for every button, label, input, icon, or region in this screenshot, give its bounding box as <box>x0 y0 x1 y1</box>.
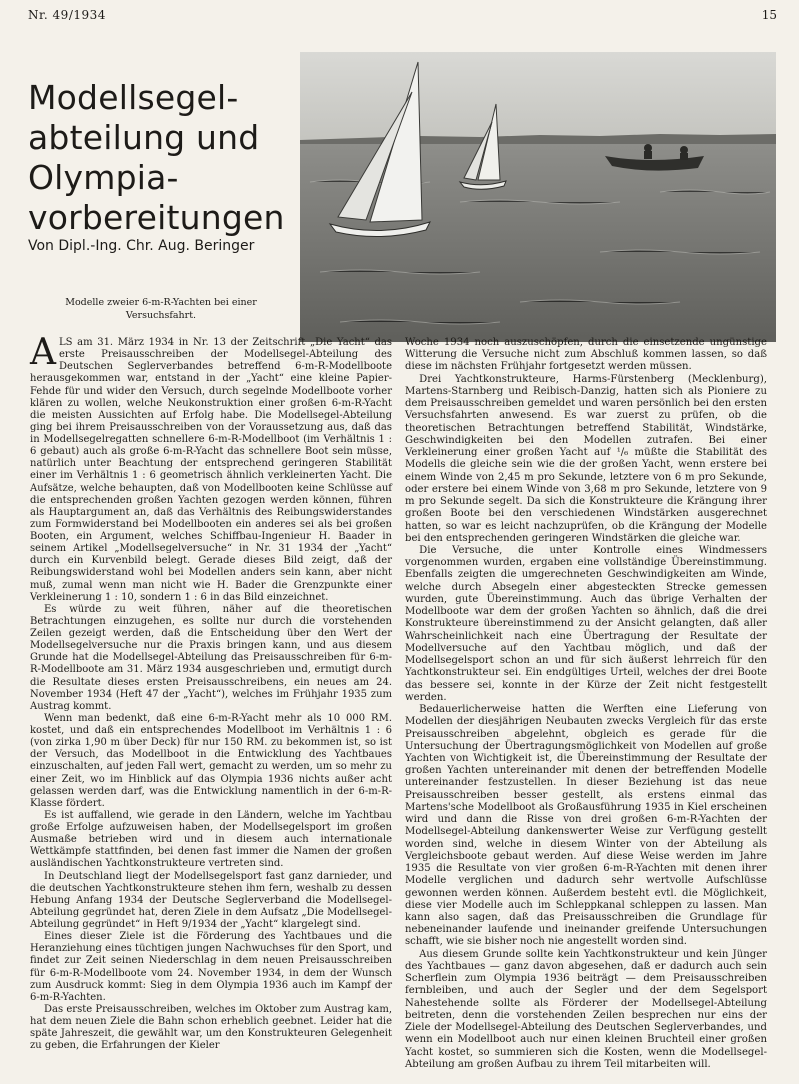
paragraph: In Deutschland liegt der Modellsegelsport fast ganz darnieder, und die deutschen Yachtkonstrukteure stehen ihm fern, weshalb zu dessen Hebung Anfang 1934 der Deutsche Seglerverband die Modellsegel-Abteilung gegründet hat, deren Ziele in dem Aufsatz „Die Modellsegel-Abteilung gegründet“ in Heft 9/1934 der „Yacht“ klargelegt sind. <box>30 870 392 930</box>
sailing-yachts-photo <box>300 52 776 342</box>
photo-caption <box>30 296 292 322</box>
paragraph: Das erste Preisausschreiben, welches im Oktober zum Austrag kam, hat dem neuen Ziele die Bahn schon erheblich geebnet. Leider hat die späte Jahreszeit, die gewählt war, um den Konstrukteuren Gelegenheit zu geben, die Erfahrungen der Kieler <box>30 1003 392 1052</box>
paragraph <box>30 332 392 604</box>
paragraph: Woche 1934 noch auszuschöpfen, durch die einsetzende ungünstige Witterung die Versuche nicht zum Abschluß kommen lassen, so daß diese im nächsten Frühjahr fortgesetzt werden müssen. <box>405 337 767 373</box>
paragraph: Die Versuche, die unter Kontrolle eines Windmessers vorgenommen wurden, ergaben eine vollständige Übereinstimmung. Ebenfalls zeigten die umgerechneten Geschwindigkeiten am Winde, welche durch Absegeln einer abgesteckten Strecke gemessen wurden, gute Übereinstimmung. Auch das übrige Verhalten der Modellboote war dem der großen Yachten so ähnlich, daß die drei Konstrukteure übereinstimmend zu der Ansicht gelangten, daß aller Wahrscheinlichkeit nach eine Übertragung der Resultate der Modellversuche auf den Yachtbau möglich, und daß der Modellsegelsport schon an und für sich äußerst lehrreich für den Yachtkonstrukteur sei. Ein endgültiges Urteil, welches der drei Boote das bessere sei, konnte in der Kürze der Zeit nicht festgestellt werden. <box>405 544 767 703</box>
caption-line: Modelle zweier 6-m-R-Yachten bei einer <box>65 297 257 308</box>
title-line: vorbereitungen <box>28 198 285 237</box>
paragraph-text: LS am 31. März 1934 in Nr. 13 der Zeitschrift „Die Yacht“ das erste Preisausschreiben der Modellsegel-Abteilung des Deutschen Seglerverbandes betreffend 6-m-R-Modellboote herausgekommen war, entstand in der „Yacht“ eine kleine Papier-Fehde für und wider den Versuch, durch segelnde Modellboote vorher klären zu wollen, welche Neukonstruktion einer großen 6-m-R-Yacht die meisten Aussichten auf Erfolg habe. Die Modellsegel-Abteilung ging bei ihrem Preisausschreiben von der Voraussetzung aus, daß das in Modellsegelregatten schnellere 6-m-R-Modellboot (im Verhältnis 1 : 6 gebaut) auch als große 6-m-R-Yacht das schnellere Boot sein müsse, natürlich unter Beachtung der entsprechend geringeren Stabilität einer im Verhältnis 1 : 6 geometrisch ähnlich verkleinerten Yacht. Die Aufsätze, welche behaupten, daß von Modellbooten keine Schlüsse auf die entsprechenden großen Yachten gezogen werden können, führen als Hauptargument an, daß das Verhältnis des Reibungswiderstandes zum Formwiderstand bei Modellbooten ein anderes sei als bei großen Booten, ein Argument, welches Schiffbau-Ingenieur H. Baader in seinem Artikel „Modellsegelversuche“ in Nr. 31 1934 der „Yacht“ durch ein Kurvenbild belegt. Gerade dieses Bild zeigt, daß der Reibungswiderstand wohl bei Modellen anders sein kann, aber nicht muß, zumal wenn man nicht wie H. Bader die Grenzpunkte einer Verkleinerung 1 : 10, sondern 1 : 6 in das Bild einzeichnet. <box>30 337 392 603</box>
paragraph: Es würde zu weit führen, näher auf die theoretischen Betrachtungen einzugehen, es sollte nur durch die vorstehenden Zeilen gezeigt werden, daß die Entscheidung über den Wert der Modellsegelversuche nur die Praxis bringen kann, und aus diesem Grunde hat die Modellsegel-Abteilung das Preisausschreiben für 6-m-R-Modellboote am 31. März 1934 ausgeschrieben und, ermutigt durch die Resultate dieses ersten Preisausschreibens, ein neues am 24. November 1934 (Heft 47 der „Yacht“), welches im Frühjahr 1935 zum Austrag kommt. <box>30 603 392 712</box>
paragraph: Drei Yachtkonstrukteure, Harms-Fürstenberg (Mecklenburg), Martens-Starnberg und Reibisch-Danzig, hatten sich als Pioniere zu dem Preisausschreiben gemeldet und waren persönlich bei den ersten Versuchsfahrten anwesend. Es war zuerst zu prüfen, ob die theoretischen Betrachtungen betreffend Stabilität, Windstärke, Geschwindigkeiten bei den Modellen zutrafen. Bei einer Verkleinerung einer großen Yacht auf ¹/₆ müßte die Stabilität des Modells die gleiche sein wie die der großen Yacht, wenn erstere bei einem Winde von 2,45 m pro Sekunde, letztere von 6 m pro Sekunde, oder erstere bei einem Winde von 3,68 m pro Sekunde, letztere von 9 m pro Sekunde segelt. Da sich die Konstrukteure die Krängung ihrer großen Boote bei den verschiedenen Windstärken ausgerechnet hatten, so war es leicht nachzuprüfen, ob die Krängung der Modelle bei den entsprechenden geringeren Windstärken die gleiche war. <box>405 373 767 544</box>
paragraph: Aus diesem Grunde sollte kein Yachtkonstrukteur und kein Jünger des Yachtbaues — ganz davon abgesehen, daß er dadurch auch sein Scherflein zum Olympia 1936 beiträgt — dem Preisausschreiben fernbleiben, und auch der Segler und der dem Segelsport Nahestehende sollte als Förderer der Modellsegel-Abteilung beitreten, denn die vorstehenden Zeilen besprechen nur eins der Ziele der Modellsegel-Abteilung des Deutschen Seglerverbandes, und wenn ein Modellboot auch nur einen kleinen Bruchteil einer großen Yacht kostet, so summieren sich die Kosten, wenn die Modellsegel-Abteilung am großen Aufbau zu ihrem Teil mitarbeiten will. <box>405 948 767 1070</box>
caption-line: Versuchsfahrt. <box>125 310 197 321</box>
article-author: Von Dipl.-Ing. Chr. Aug. Beringer <box>28 238 255 254</box>
title-line: Olympia- <box>28 158 179 197</box>
paragraph: Wenn man bedenkt, daß eine 6-m-R-Yacht mehr als 10 000 RM. kostet, und daß ein entsprechendes Modellboot im Verhältnis 1 : 6 (von zirka 1,90 m über Deck) für nur 150 RM. zu bekommen ist, so ist der Versuch, das Modellboot in die Entwicklung des Yachtbaues einzuschalten, auf jeden Fall wert, gemacht zu werden, um so mehr zu einer Zeit, wo im Hinblick auf das Olympia 1936 nichts außer acht gelassen werden darf, was die Entwicklung namentlich in der 6-m-R-Klasse fördert. <box>30 712 392 809</box>
title-line: Modellsegel- <box>28 78 239 117</box>
text-column-right <box>405 337 767 1071</box>
paragraph: Es ist auffallend, wie gerade in den Ländern, welche im Yachtbau große Erfolge aufzuweisen haben, der Modellsegelsport im großen Ausmaße betrieben wird und in diesem auch internationale Wettkämpfe stattfinden, bei denen fast immer die Namen der großen ausländischen Yachtkonstrukteure vertreten sind. <box>30 809 392 870</box>
drop-cap: A <box>30 332 56 373</box>
article-title <box>28 78 298 238</box>
issue-number: Nr. 49/1934 <box>28 8 106 22</box>
text-column-left <box>30 332 392 1052</box>
page-number: 15 <box>761 8 777 22</box>
paragraph: Bedauerlicherweise hatten die Werften eine Lieferung von Modellen der diesjährigen Neubauten zwecks Vergleich für das erste Preisausschreiben abgelehnt, obgleich es gerade für die Untersuchung der Übertragungsmöglichkeit von Modellen auf große Yachten von Wichtigkeit ist, die Übereinstimmung der Resultate der großen Yachten untereinander mit denen der betreffenden Modelle untereinander festzustellen. In dieser Beziehung ist das neue Preisausschreiben besser gestellt, als erstens einmal das Martens'sche Modellboot als Großausführung 1935 in Kiel erscheinen wird und dann die Risse von drei großen 6-m-R-Yachten der Modellsegel-Abteilung dankenswerter Weise zur Verfügung gestellt worden sind, welche in diesem Winter von der Abteilung als Vergleichsboote gebaut werden. Auf diese Weise werden im Jahre 1935 die Resultate von vier großen 6-m-R-Yachten mit denen ihrer Modelle verglichen und dadurch sehr wertvolle Aufschlüsse gewonnen werden können. Außerdem besteht evtl. die Möglichkeit, diese vier Modelle auch im Schleppkanal schleppen zu lassen. Man kann also sagen, daß das Preisausschreiben die Grundlage für nebeneinander laufende und ineinander greifende Untersuchungen schafft, wie sie bisher noch nie angestellt worden sind. <box>405 704 767 948</box>
title-line: abteilung und <box>28 118 260 157</box>
paragraph: Eines dieser Ziele ist die Förderung des Yachtbaues und die Heranziehung eines tüchtigen jungen Nachwuchses für den Sport, und findet zur Zeit seinen Niederschlag in dem neuen Preisausschreiben für 6-m-R-Modellboote vom 24. November 1934, in dem der Wunsch zum Ausdruck kommt: Sieg in dem Olympia 1936 auch im Kampf der 6-m-R-Yachten. <box>30 931 392 1003</box>
photo-illustration <box>300 52 776 342</box>
